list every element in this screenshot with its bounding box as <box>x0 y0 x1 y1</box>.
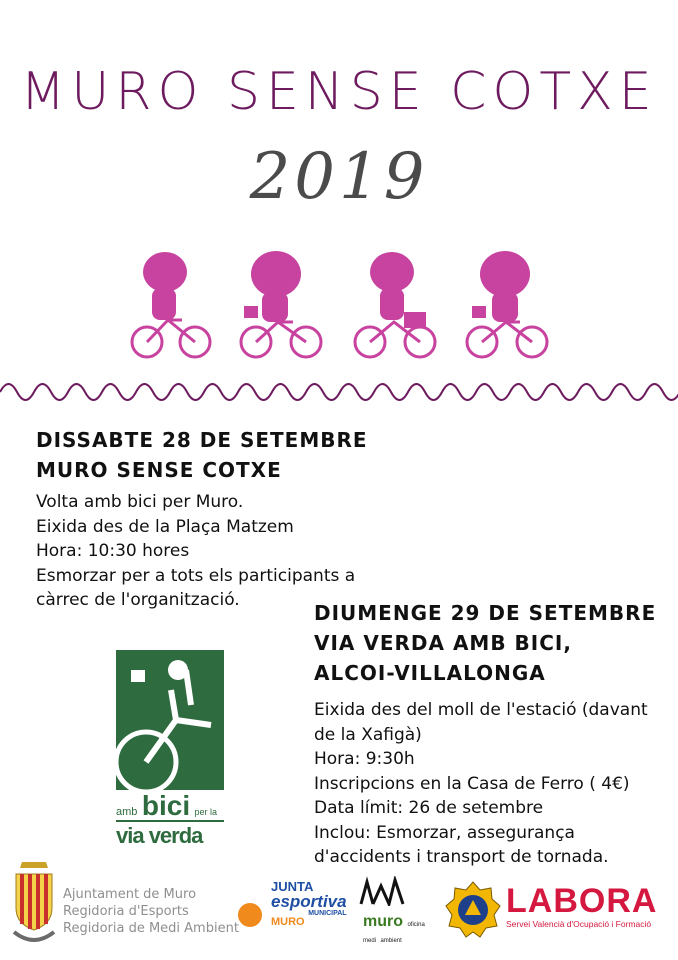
cyclists-illustration <box>130 250 560 365</box>
sunday-line: Inscripcions en la Casa de Ferro ( 4€) <box>314 773 630 794</box>
sunday-line: d'accidents i transport de tornada. <box>314 847 609 867</box>
poster-title: MURO SENSE COTXE <box>20 62 658 122</box>
municipal-label: MUNICIPAL <box>308 910 347 917</box>
oficina-small: oficina <box>407 922 425 928</box>
poster-year: 2019 <box>249 140 429 214</box>
saturday-line: Esmorzar per a tots els participants a <box>36 565 356 586</box>
junta-muro-label: MURO <box>271 916 305 928</box>
cyclist-1 <box>132 252 210 357</box>
ball-icon <box>235 900 265 930</box>
esportiva-label: esportiva <box>271 892 347 911</box>
bici-logo-amb: amb <box>116 806 138 818</box>
footer-line: Ajuntament de Muro <box>63 887 197 902</box>
footer-line: Regidoria de Medi Ambient <box>63 921 239 936</box>
sunday-line: Hora: 9:30h <box>314 749 415 769</box>
labora-logo <box>506 883 674 938</box>
tree-skyline-icon <box>359 876 419 906</box>
sunday-line: Data límit: 26 de setembre <box>314 798 544 818</box>
bici-logo-via-verda: via verda <box>116 820 224 849</box>
bici-logo-perla: per la <box>194 807 218 817</box>
saturday-line: Eixida des de la Plaça Matzem <box>36 516 294 537</box>
sunday-details <box>314 698 674 870</box>
medi-small: medi <box>363 938 377 944</box>
cyclist-2 <box>241 251 321 357</box>
cyclist-4 <box>467 251 547 357</box>
sunday-line: Eixida des del moll de l'estació (davant <box>314 700 648 720</box>
oficina-medi-ambient-logo <box>355 876 435 944</box>
sunday-line: Inclou: Esmorzar, assegurança <box>314 822 575 843</box>
footer-organizers <box>63 886 239 937</box>
sunday-event: VIA VERDA AMB BICI, <box>314 631 572 655</box>
saturday-event: MURO SENSE COTXE <box>36 458 282 482</box>
saturday-details <box>36 490 396 613</box>
sunday-route: ALCOI-VILLALONGA <box>314 661 546 685</box>
muro-coat-of-arms-icon <box>10 860 58 950</box>
footer-line: Regidoria d'Esports <box>63 904 189 919</box>
labora-name: LABORA <box>506 882 658 920</box>
bicycle-icon <box>116 650 224 790</box>
cyclist-3 <box>355 252 435 357</box>
saturday-line: càrrec de l'organització. <box>36 590 240 610</box>
bici-via-verda-logo <box>116 650 224 850</box>
ambient-small: ambient <box>380 938 402 944</box>
sunday-date: DIUMENGE 29 DE SETEMBRE <box>314 601 657 625</box>
bici-logo-bici: bici <box>141 790 191 821</box>
saturday-date: DISSABTE 28 DE SETEMBRE <box>36 428 368 452</box>
junta-label: JUNTA <box>271 879 314 894</box>
sunday-heading <box>314 598 656 688</box>
saturday-line: Volta amb bici per Muro. <box>36 492 244 512</box>
saturday-heading <box>36 425 368 485</box>
proteccio-civil-badge-icon <box>444 880 502 940</box>
wave-divider <box>0 372 678 412</box>
saturday-line: Hora: 10:30 hores <box>36 541 190 561</box>
sunday-line: de la Xafigà) <box>314 724 422 745</box>
labora-tagline: Servei Valencià d'Ocupació i Formació <box>506 919 652 929</box>
junta-esportiva-logo <box>235 878 355 938</box>
muro-word: muro <box>363 913 403 930</box>
